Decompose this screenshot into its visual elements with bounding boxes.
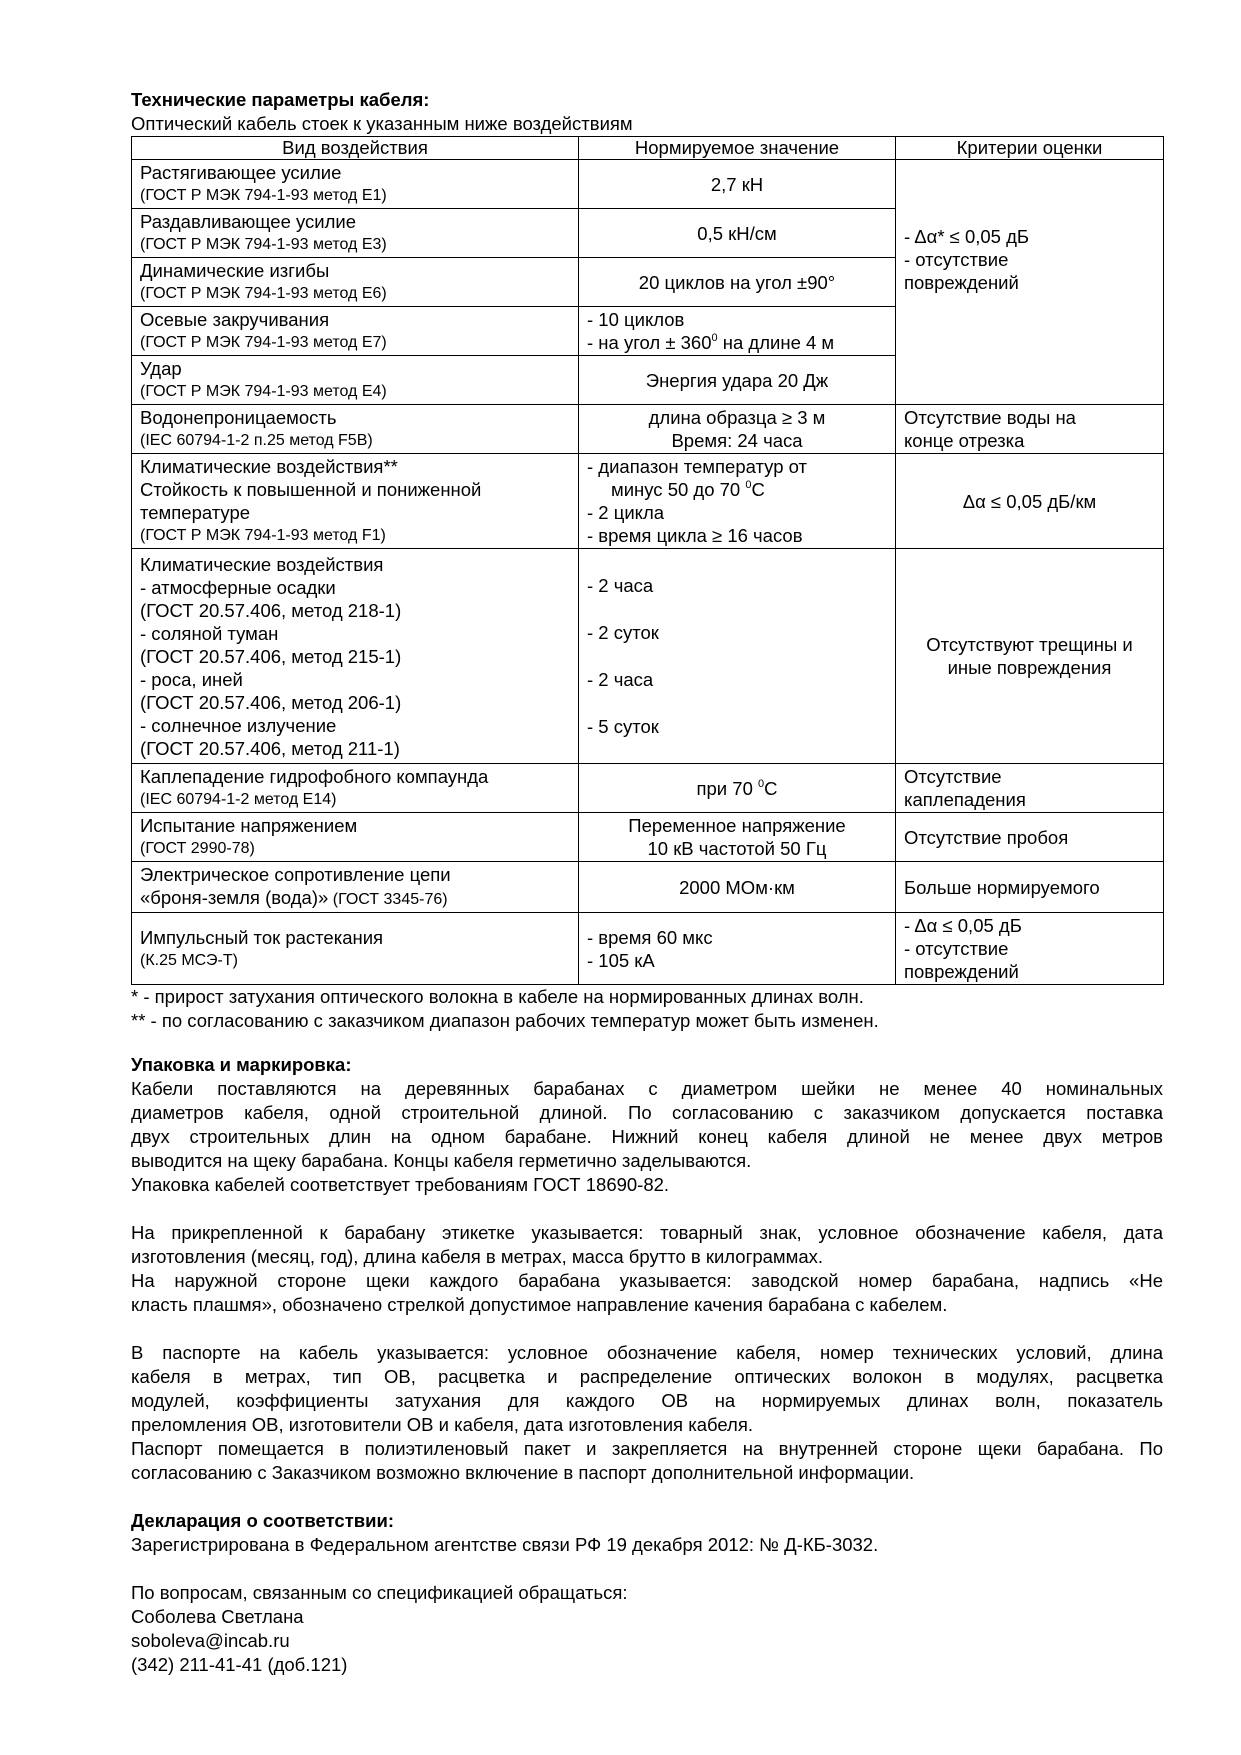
criteria-line: иные повреждения: [947, 657, 1112, 678]
document-page: [131, 88, 1163, 1677]
table-row: [132, 913, 1164, 985]
criteria-line: Отсутствуют трещины и: [926, 634, 1133, 655]
declaration-heading: Декларация о соответствии:: [131, 1510, 395, 1531]
row-standard: (ГОСТ 20.57.406, метод 206-1): [140, 691, 402, 713]
group-criteria-cell: [896, 160, 1164, 405]
row-name: Растягивающее усилие: [140, 162, 342, 183]
row-name: - солнечное излучение: [140, 714, 337, 736]
row-name: - атмосферные осадки: [140, 576, 336, 598]
row-name: Стойкость к повышенной и пониженной: [140, 479, 482, 500]
table-row: [132, 764, 1164, 813]
tech-params-table: [131, 136, 1164, 985]
row-name: Раздавливающее усилие: [140, 211, 357, 232]
table-header-row: [132, 137, 1164, 160]
row-value: 0,5 кН/см: [579, 209, 896, 258]
row-name: температуре: [140, 502, 251, 523]
row-value-line: - диапазон температур от: [587, 456, 807, 477]
row-standard: (ГОСТ Р МЭК 794-1-93 метод Е6): [140, 285, 387, 302]
passport-paragraph: В паспорте на кабель указывается: условное обозначение кабеля, номер технических условий, длина кабеля в метрах, тип ОВ, расцветка и распределение оптических волокон в модулях, расцветка модулей, коэффициенты затухания для каждого ОВ на нормируемых длинах волн, показатель преломления ОВ, изготовители ОВ и кабеля, дата изготовления кабеля.: [131, 1342, 1163, 1435]
tech-params-heading: Технические параметры кабеля:: [131, 89, 430, 110]
row-value-line: Переменное напряжение: [628, 815, 846, 836]
row-name: - роса, иней: [140, 668, 243, 690]
header-criteria: Критерии оценки: [896, 137, 1164, 160]
row-criteria: Больше нормируемого: [896, 862, 1164, 913]
row-name: Удар: [140, 358, 182, 379]
drum-marking-paragraph: На наружной стороне щеки каждого барабана указывается: заводской номер барабана, надпись «Не класть плашмя», обозначено стрелкой допустимое направление качения барабана с кабелем.: [131, 1270, 1163, 1315]
row-name: Водонепроницаемость: [140, 407, 337, 428]
row-name: Каплепадение гидрофобного компаунда: [140, 766, 489, 787]
row-value-line: - 105 кА: [587, 949, 655, 971]
row-value: при 70 $^0$С: [579, 764, 896, 813]
row-name: Осевые закручивания: [140, 309, 330, 330]
row-value: 20 циклов на угол ±90°: [579, 258, 896, 307]
contact-phone: (342) 211-41-41 (доб.121): [131, 1654, 348, 1675]
criteria-line: повреждений: [904, 961, 1019, 982]
row-value: Энергия удара 20 Дж: [579, 356, 896, 405]
row-standard: (ГОСТ 20.57.406, метод 215-1): [140, 645, 402, 667]
row-name: Динамические изгибы: [140, 260, 330, 281]
criteria-line: - Δα ≤ 0,05 дБ: [904, 915, 1022, 936]
criteria-line: - отсутствие: [904, 938, 1009, 959]
row-standard: (ГОСТ Р МЭК 794-1-93 метод F1): [140, 527, 386, 544]
row-name: Климатические воздействия: [140, 553, 384, 575]
row-standard: (ГОСТ 20.57.406, метод 211-1): [140, 737, 400, 759]
row-value: 2,7 кН: [579, 160, 896, 209]
row-standard: (IEC 60794-1-2 метод Е14): [140, 791, 337, 808]
row-name: - соляной туман: [140, 622, 279, 644]
row-value-line: - 2 часа: [587, 575, 654, 596]
row-value-line: - на угол ± $360^0$ на длине 4 м: [587, 332, 835, 353]
row-name: Испытание напряжением: [140, 815, 358, 836]
criteria-line: Отсутствие воды на: [904, 407, 1076, 428]
contact-name: Соболева Светлана: [131, 1606, 304, 1627]
row-standard: (К.25 МСЭ-Т): [140, 951, 238, 969]
table-row: [132, 160, 1164, 209]
contact-intro: По вопросам, связанным со спецификацией обращаться:: [131, 1582, 628, 1603]
row-value-line: минус 50 до 70 $^0$С: [611, 479, 765, 500]
passport-package-paragraph: Паспорт помещается в полиэтиленовый пакет и закрепляется на внутренней стороне щеки барабана. По согласованию с Заказчиком возможно включение в паспорт дополнительной информации.: [131, 1438, 1163, 1483]
row-criteria: Отсутствие пробоя: [896, 813, 1164, 862]
row-value-line: - время цикла ≥ 16 часов: [587, 525, 803, 546]
packing-standard: Упаковка кабелей соответствует требованиям ГОСТ 18690-82.: [131, 1174, 670, 1195]
label-paragraph: На прикрепленной к барабану этикетке указывается: товарный знак, условное обозначение кабеля, дата изготовления (месяц, год), длина кабеля в метрах, масса брутто в килограммах.: [131, 1222, 1163, 1267]
tech-params-subtitle: Оптический кабель стоек к указанным ниже воздействиям: [131, 113, 633, 134]
row-name: Климатические воздействия**: [140, 456, 398, 477]
row-name: Импульсный ток растекания: [140, 926, 384, 948]
table-row: [132, 454, 1164, 549]
table-row: [132, 813, 1164, 862]
footnote-temperature: ** - по согласованию с заказчиком диапазон рабочих температур может быть изменен.: [131, 1010, 879, 1031]
row-standard: (ГОСТ Р МЭК 794-1-93 метод Е1): [140, 187, 387, 204]
row-value-line: - 5 суток: [587, 716, 659, 737]
row-standard: (ГОСТ 20.57.406, метод 218-1): [140, 599, 402, 621]
row-standard: (IEC 60794-1-2 п.25 метод F5B): [140, 432, 373, 449]
row-value-line: 10 кВ частотой 50 Гц: [647, 838, 827, 859]
declaration-text: Зарегистрирована в Федеральном агентстве связи РФ 19 декабря 2012: № Д-КБ-3032.: [131, 1534, 879, 1555]
criteria-line: - Δα* ≤ 0,05 дБ: [904, 225, 1030, 247]
row-name: «броня-земля (вода)» (ГОСТ 3345-76): [140, 887, 448, 908]
criteria-line: повреждений: [904, 271, 1019, 293]
criteria-line: конце отрезка: [904, 430, 1025, 451]
row-standard: (ГОСТ Р МЭК 794-1-93 метод Е4): [140, 383, 387, 400]
header-norm-value: Нормируемое значение: [579, 137, 896, 160]
row-standard: (ГОСТ Р МЭК 794-1-93 метод Е7): [140, 334, 387, 351]
row-value-line: длина образца ≥ 3 м: [648, 407, 826, 428]
packing-paragraph: Кабели поставляются на деревянных барабанах с диаметром шейки не менее 40 номинальных диаметров кабеля, одной строительной длиной. По согласованию с заказчиком допускается поставка двух строительных длин на одном барабане. Нижний конец кабеля длиной не менее двух метров выводится на щеку барабана. Концы кабеля герметично заделываются.: [131, 1078, 1163, 1171]
row-value-line: - 10 циклов: [587, 309, 685, 330]
row-name: Электрическое сопротивление цепи: [140, 864, 451, 885]
row-value-line: - 2 цикла: [587, 502, 665, 523]
header-impact-type: Вид воздействия: [132, 137, 579, 160]
table-row: [132, 405, 1164, 454]
row-value-line: - время 60 мкс: [587, 926, 713, 948]
footnote-attenuation: * - прирост затухания оптического волокна в кабеле на нормированных длинах волн.: [131, 986, 864, 1007]
criteria-line: - отсутствие: [904, 248, 1009, 270]
row-standard: (ГОСТ 2990-78): [140, 840, 255, 857]
row-value-line: - 2 часа: [587, 669, 654, 690]
row-criteria: Δα ≤ 0,05 дБ/км: [896, 454, 1164, 549]
row-value-line: Время: 24 часа: [671, 430, 803, 451]
packing-heading: Упаковка и маркировка:: [131, 1054, 352, 1075]
row-standard: (ГОСТ Р МЭК 794-1-93 метод Е3): [140, 236, 387, 253]
row-value-line: - 2 суток: [587, 622, 659, 643]
table-row: [132, 549, 1164, 764]
contact-email[interactable]: soboleva@incab.ru: [131, 1630, 290, 1651]
row-value: 2000 МОм·км: [579, 862, 896, 913]
criteria-line: каплепадения: [904, 789, 1026, 810]
criteria-line: Отсутствие: [904, 766, 1002, 787]
table-row: [132, 862, 1164, 913]
